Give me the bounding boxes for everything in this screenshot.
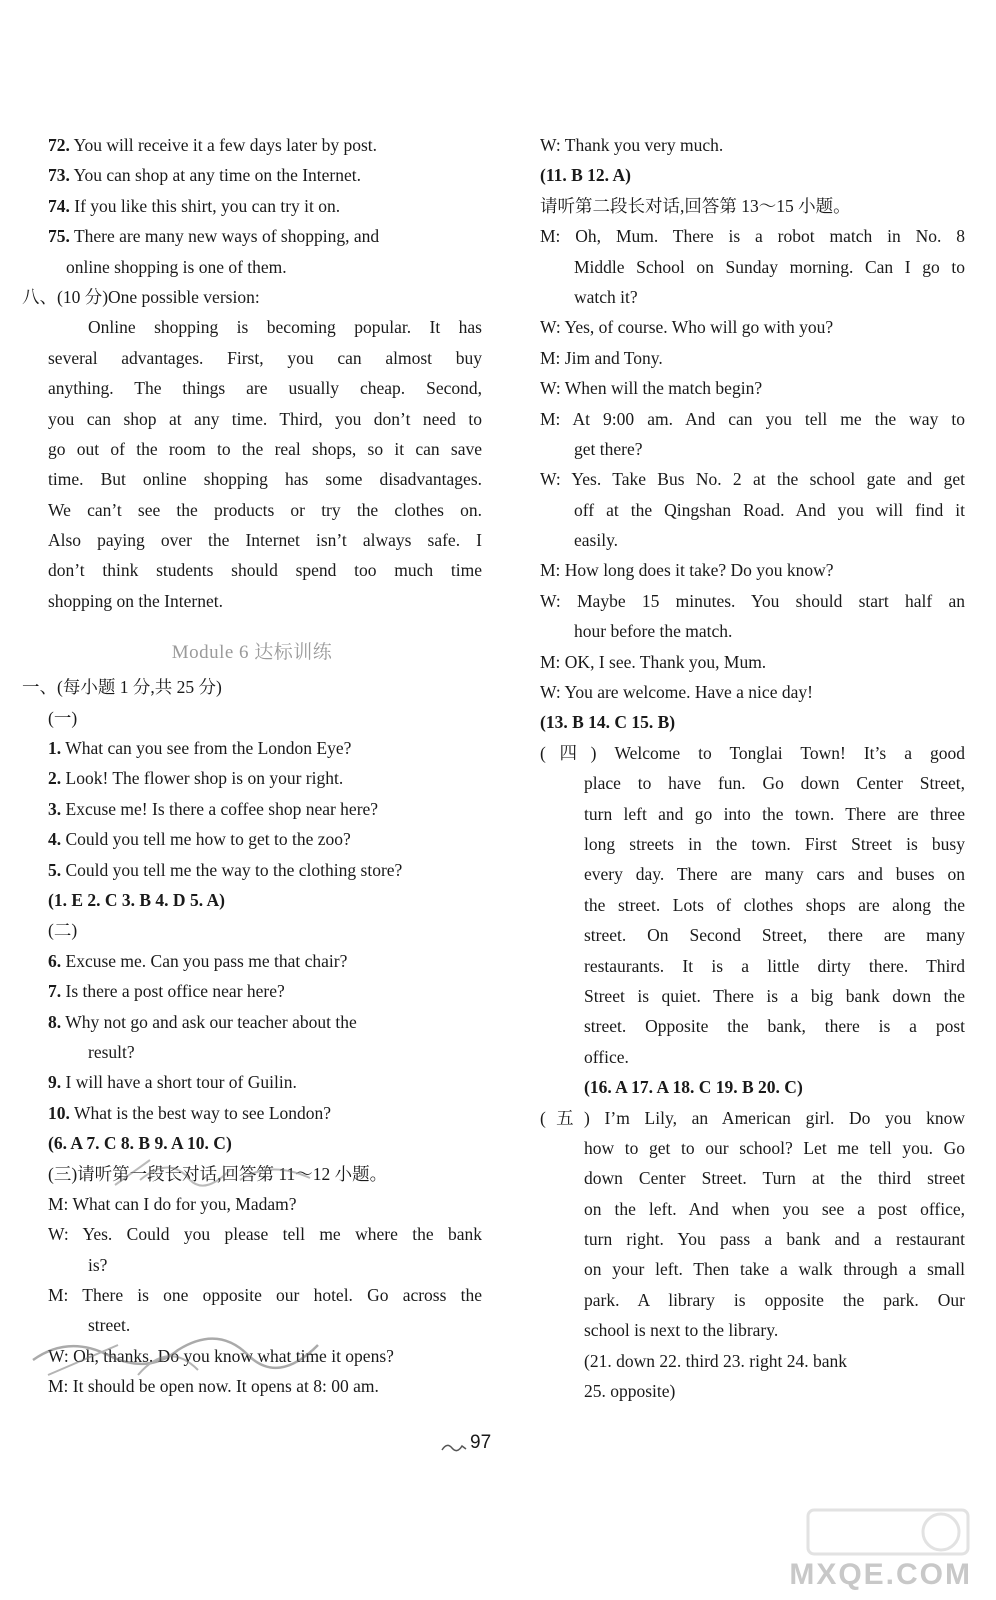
right-text-line: W: When will the match begin? bbox=[540, 378, 763, 399]
item-number: 75. bbox=[48, 226, 70, 247]
item-number: 3. bbox=[48, 798, 62, 819]
numbered-item bbox=[22, 160, 482, 190]
numbered-item bbox=[22, 1007, 482, 1037]
right-text-line: every day. There are many cars and buses on bbox=[584, 864, 965, 885]
dialog-line: M: There is one opposite our hotel. Go across the bbox=[48, 1285, 482, 1306]
item-75-continuation: online shopping is one of them. bbox=[66, 256, 287, 277]
watermark-left bbox=[28, 1315, 328, 1390]
right-text-line: W: Thank you very much. bbox=[540, 135, 724, 155]
right-text-line: park. A library is opposite the park. Our bbox=[584, 1289, 965, 1310]
watermark-mid bbox=[110, 1150, 330, 1200]
dialog-line: street. bbox=[88, 1315, 131, 1336]
essay-line: time. But online shopping has some disadvantages. bbox=[48, 469, 482, 490]
item-8-continuation: result? bbox=[88, 1041, 135, 1062]
item-text: What is the best way to see London? bbox=[73, 1102, 332, 1123]
item-text: What can you see from the London Eye? bbox=[65, 738, 352, 759]
right-text-line: hour before the match. bbox=[574, 621, 733, 642]
item-text: Could you tell me the way to the clothing store? bbox=[65, 859, 403, 880]
right-text-line: street. Opposite the bank, there is a post bbox=[584, 1016, 965, 1037]
corner-watermark-text: MXQE.COM bbox=[789, 1558, 972, 1591]
right-text-line: place to have fun. Go down Center Street, bbox=[584, 773, 965, 794]
right-text-line: (五) I’m Lily, an American girl. Do you know bbox=[540, 1107, 965, 1128]
right-text-line: watch it? bbox=[574, 286, 638, 307]
right-text-line: off at the Qingshan Road. And you will find it bbox=[574, 499, 965, 520]
part-2-label: (二) bbox=[48, 920, 78, 941]
right-text-line: turn left and go into the town. There are three bbox=[584, 803, 965, 824]
part-2-items-b bbox=[22, 1067, 482, 1128]
right-text-line: W: Yes, of course. Who will go with you? bbox=[540, 317, 834, 338]
section-1-heading: 一、(每小题 1 分,共 25 分) bbox=[22, 677, 222, 698]
right-text-line: restaurants. It is a little dirty there. Third bbox=[584, 955, 965, 976]
right-text-line: Street is quiet. There is a big bank down the bbox=[584, 985, 965, 1006]
right-text-line: M: How long does it take? Do you know? bbox=[540, 560, 834, 581]
right-text-line: easily. bbox=[574, 530, 619, 551]
items-72-75 bbox=[22, 130, 482, 252]
item-text: You will receive it a few days later by post. bbox=[73, 135, 378, 155]
right-text-line: how to get to our school? Let me tell you. Go bbox=[584, 1137, 965, 1158]
essay-line: Also paying over the Internet isn’t always safe. I bbox=[48, 530, 482, 551]
item-number: 6. bbox=[48, 950, 62, 971]
dialog-line: W: Oh, thanks. Do you know what time it opens? bbox=[48, 1345, 394, 1366]
page-ornament-icon bbox=[440, 1440, 468, 1454]
part-1-items bbox=[22, 733, 482, 885]
dialog-line: is? bbox=[88, 1254, 108, 1275]
dialog-line: W: Yes. Could you please tell me where the bank bbox=[48, 1224, 482, 1245]
numbered-item bbox=[22, 946, 482, 976]
essay-line: several advantages. First, you can almost buy bbox=[48, 347, 482, 368]
dialog-line: M: It should be open now. It opens at 8: 00 am. bbox=[48, 1376, 379, 1397]
item-text: You can shop at any time on the Internet. bbox=[73, 165, 362, 186]
right-text-line: W: Yes. Take Bus No. 2 at the school gate and get bbox=[540, 469, 965, 490]
essay-line: go out of the room to the real shops, so it can save bbox=[48, 438, 482, 459]
item-text: Why not go and ask our teacher about the bbox=[65, 1011, 357, 1032]
page-number: 97 bbox=[470, 1432, 492, 1453]
essay-line: Online shopping is becoming popular. It has bbox=[88, 317, 482, 338]
right-text-line: down Center Street. Turn at the third street bbox=[584, 1168, 965, 1189]
item-number: 8. bbox=[48, 1011, 62, 1032]
numbered-item bbox=[22, 1098, 482, 1128]
right-text-line: M: Oh, Mum. There is a robot match in No. 8 bbox=[540, 226, 965, 247]
item-number: 5. bbox=[48, 859, 62, 880]
right-text-line: M: Jim and Tony. bbox=[540, 347, 663, 368]
right-text-line: 25. opposite) bbox=[584, 1381, 676, 1402]
numbered-item bbox=[22, 733, 482, 763]
item-text: If you like this shirt, you can try it on. bbox=[74, 195, 341, 216]
item-text: Excuse me. Can you pass me that chair? bbox=[65, 950, 348, 971]
right-text-line: long streets in the town. First Street is busy bbox=[584, 833, 965, 854]
right-text-line: M: OK, I see. Thank you, Mum. bbox=[540, 651, 767, 672]
right-text-line: street. On Second Street, there are many bbox=[584, 925, 965, 946]
right-text-line: M: At 9:00 am. And can you tell me the way to bbox=[540, 408, 965, 429]
item-text: I will have a short tour of Guilin. bbox=[65, 1072, 297, 1093]
item-number: 4. bbox=[48, 829, 62, 850]
right-text-line: (四) Welcome to Tonglai Town! It’s a good bbox=[540, 742, 965, 763]
item-text: There are many new ways of shopping, and bbox=[73, 226, 380, 247]
right-text-line: (11. B 12. A) bbox=[540, 165, 631, 186]
item-number: 7. bbox=[48, 981, 62, 1002]
item-number: 2. bbox=[48, 768, 62, 789]
item-number: 73. bbox=[48, 165, 70, 186]
right-text-line: Middle School on Sunday morning. Can I go to bbox=[574, 256, 965, 277]
numbered-item bbox=[22, 1067, 482, 1097]
right-text-line: (13. B 14. C 15. B) bbox=[540, 712, 676, 733]
right-text-line: (21. down 22. third 23. right 24. bank bbox=[584, 1350, 847, 1371]
left-column bbox=[22, 130, 482, 1402]
essay-line: anything. The things are usually cheap. Second, bbox=[48, 378, 482, 399]
essay-line: don’t think students should spend too much time bbox=[48, 560, 482, 581]
right-text-line: school is next to the library. bbox=[584, 1320, 779, 1341]
item-number: 74. bbox=[48, 195, 70, 216]
part-2-items bbox=[22, 946, 482, 1037]
essay bbox=[22, 312, 482, 616]
part-1-label: (一) bbox=[48, 707, 78, 728]
numbered-item bbox=[22, 794, 482, 824]
essay-line: you can shop at any time. Third, you don’t need to bbox=[48, 408, 482, 429]
item-text: Look! The flower shop is on your right. bbox=[65, 768, 344, 789]
right-column bbox=[540, 130, 965, 1406]
section-8-heading: 八、(10 分)One possible version: bbox=[22, 286, 260, 307]
numbered-item bbox=[22, 191, 482, 221]
right-text-line: on the left. And when you see a post office, bbox=[584, 1198, 965, 1219]
item-number: 72. bbox=[48, 135, 70, 155]
numbered-item bbox=[22, 221, 482, 251]
right-text-line: the street. Lots of clothes shops are along the bbox=[584, 894, 965, 915]
item-text: Could you tell me how to get to the zoo? bbox=[65, 829, 351, 850]
right-text-line: 请听第二段长对话,回答第 13～15 小题。 bbox=[540, 195, 851, 216]
item-text: Is there a post office near here? bbox=[65, 981, 285, 1002]
part-1-answers: (1. E 2. C 3. B 4. D 5. A) bbox=[48, 889, 225, 910]
item-number: 9. bbox=[48, 1072, 62, 1093]
right-text-line: on your left. Then take a walk through a small bbox=[584, 1259, 965, 1280]
item-number: 1. bbox=[48, 738, 62, 759]
right-lines bbox=[540, 130, 965, 1406]
numbered-item bbox=[22, 976, 482, 1006]
module-heading: Module 6 达标训练 bbox=[171, 642, 333, 664]
part-3-heading: (三)请听第一段长对话,回答第 11～12 小题。 bbox=[48, 1163, 388, 1184]
essay-line: We can’t see the products or try the clothes on. bbox=[48, 499, 482, 520]
numbered-item bbox=[22, 763, 482, 793]
numbered-item bbox=[22, 130, 482, 160]
item-text: Excuse me! Is there a coffee shop near here? bbox=[65, 798, 379, 819]
part-2-answers: (6. A 7. C 8. B 9. A 10. C) bbox=[48, 1133, 232, 1154]
right-text-line: W: Maybe 15 minutes. You should start half an bbox=[540, 590, 965, 611]
numbered-item bbox=[22, 824, 482, 854]
item-number: 10. bbox=[48, 1102, 70, 1123]
right-text-line: W: You are welcome. Have a nice day! bbox=[540, 682, 813, 703]
essay-line: shopping on the Internet. bbox=[48, 590, 223, 611]
right-text-line: get there? bbox=[574, 438, 643, 459]
right-text-line: office. bbox=[584, 1046, 629, 1067]
numbered-item bbox=[22, 855, 482, 885]
right-text-line: turn right. You pass a bank and a restaurant bbox=[584, 1229, 965, 1250]
dialog-line: M: What can I do for you, Madam? bbox=[48, 1193, 297, 1214]
right-text-line: (16. A 17. A 18. C 19. B 20. C) bbox=[584, 1077, 803, 1098]
